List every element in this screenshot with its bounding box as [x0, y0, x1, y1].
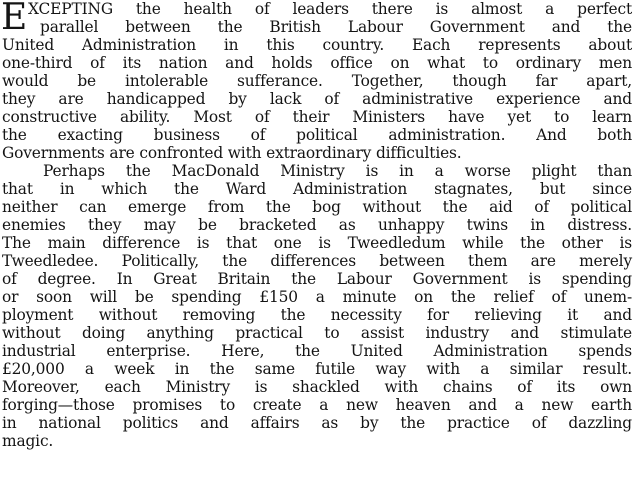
paragraph-1-line: Governments are confronted with extraordinary difficulties.: [2, 144, 462, 162]
paragraph-2-line: neither can emerge from the bog without the aid of political: [2, 198, 632, 216]
paragraph-2-line: or soon will be spending £150 a minute on the relief of unem-: [2, 288, 632, 306]
paragraph-2-line: £20,000 a week in the same futile way with a similar result.: [2, 360, 632, 378]
paragraph-2-line: magic.: [2, 432, 54, 450]
drop-cap: E: [1, 0, 28, 38]
paragraph-2-line: The main difference is that one is Tweedledum while the other is: [2, 234, 632, 252]
paragraph-2-line: that in which the Ward Administration stagnates, but since: [2, 180, 632, 198]
paragraph-2-line: Perhaps the MacDonald Ministry is in a worse plight than: [43, 162, 632, 180]
paragraph-1-line: constructive ability. Most of their Ministers have yet to learn: [2, 108, 632, 126]
paragraph-2-line: without doing anything practical to assist industry and stimulate: [2, 324, 632, 342]
paragraph-2-line: of degree. In Great Britain the Labour Government is spending: [2, 270, 632, 288]
paragraph-2-line: in national politics and affairs as by the practice of dazzling: [2, 414, 632, 432]
paragraph-1-line: one-third of its nation and holds office on what to ordinary men: [2, 54, 632, 72]
paragraph-1-line: XCEPTING the health of leaders there is almost a perfect: [28, 0, 632, 18]
paragraph-1-line: United Administration in this country. Each represents about: [2, 36, 632, 54]
paragraph-2-line: Moreover, each Ministry is shackled with chains of its own: [2, 378, 632, 396]
paragraph-2-line: Tweedledee. Politically, the differences between them are merely: [2, 252, 632, 270]
paragraph-1-line: parallel between the British Labour Government and the: [40, 18, 632, 36]
paragraph-2-line: enemies they may be bracketed as unhappy twins in distress.: [2, 216, 632, 234]
paragraph-2-line: forging—those promises to create a new heaven and a new earth: [2, 396, 632, 414]
paragraph-1-line: the exacting business of political administration. And both: [2, 126, 632, 144]
paragraph-1-line: they are handicapped by lack of administrative experience and: [2, 90, 632, 108]
paragraph-2-line: ployment without removing the necessity for relieving it and: [2, 306, 632, 324]
paragraph-2-line: industrial enterprise. Here, the United Administration spends: [2, 342, 632, 360]
paragraph-1-line: would be intolerable sufferance. Together, though far apart,: [2, 72, 632, 90]
